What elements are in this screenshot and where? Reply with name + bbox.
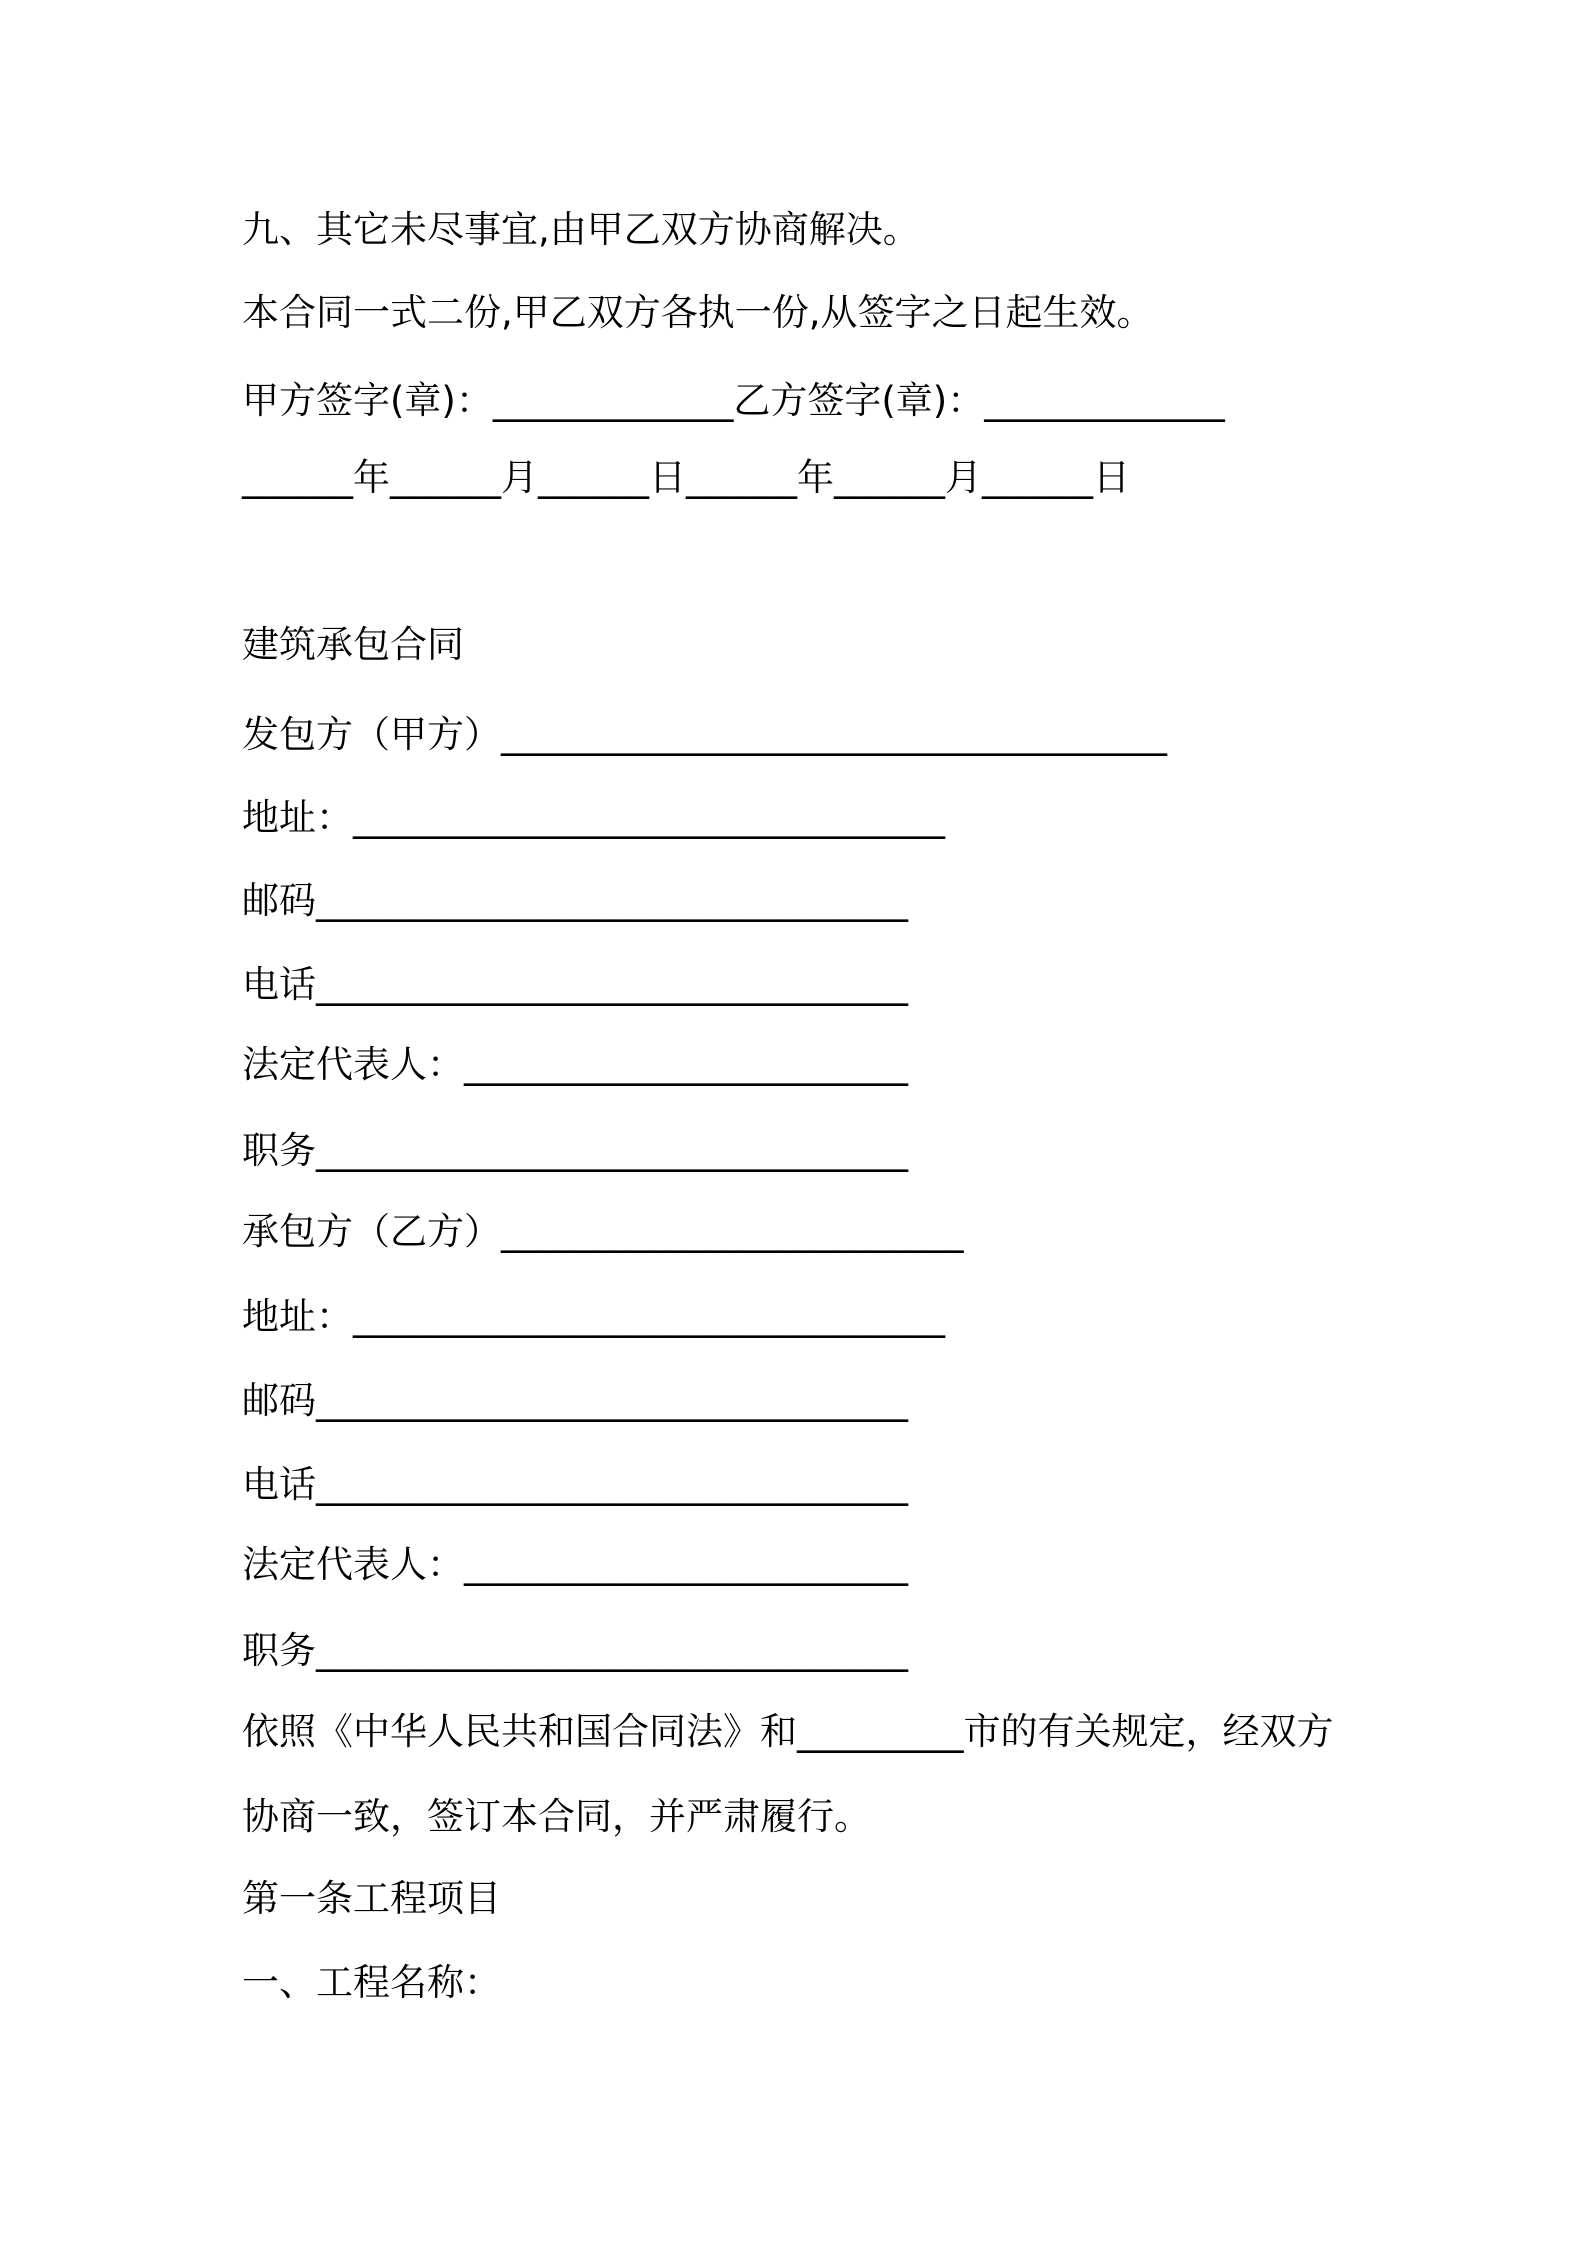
- party-b-legal-rep: 法定代表人：________________________: [242, 1543, 908, 1586]
- date-line: ______年______月______日______年______月______日: [242, 456, 1130, 499]
- party-a-postcode: 邮码________________________________: [242, 879, 908, 922]
- party-a-heading: 发包方（甲方）____________________________________: [242, 713, 1167, 756]
- party-b-postcode: 邮码________________________________: [242, 1379, 908, 1422]
- preamble-line-1: 依照《中华人民共和国合同法》和_________市的有关规定，经双方: [242, 1710, 1334, 1753]
- party-b-phone: 电话________________________________: [242, 1463, 908, 1506]
- item-one-project-name: 一、工程名称：: [242, 1961, 501, 2004]
- contract-title: 建筑承包合同: [242, 623, 464, 666]
- party-a-phone: 电话________________________________: [242, 963, 908, 1006]
- clause-nine: 九、其它未尽事宜,由甲乙双方协商解决。: [242, 208, 920, 251]
- signature-line: 甲方签字(章)：_____________乙方签字(章)：_____________: [242, 379, 1225, 422]
- party-a-position: 职务________________________________: [242, 1129, 908, 1172]
- party-a-legal-rep: 法定代表人：________________________: [242, 1043, 908, 1086]
- preamble-line-2: 协商一致，签订本合同，并严肃履行。: [242, 1795, 871, 1838]
- party-a-address: 地址：________________________________: [242, 796, 945, 839]
- party-b-position: 职务________________________________: [242, 1629, 908, 1672]
- party-b-heading: 承包方（乙方）_________________________: [242, 1210, 964, 1253]
- copies-clause: 本合同一式二份,甲乙双方各执一份,从签字之日起生效。: [242, 291, 1154, 334]
- party-b-address: 地址：________________________________: [242, 1295, 945, 1338]
- article-one-heading: 第一条工程项目: [242, 1877, 501, 1920]
